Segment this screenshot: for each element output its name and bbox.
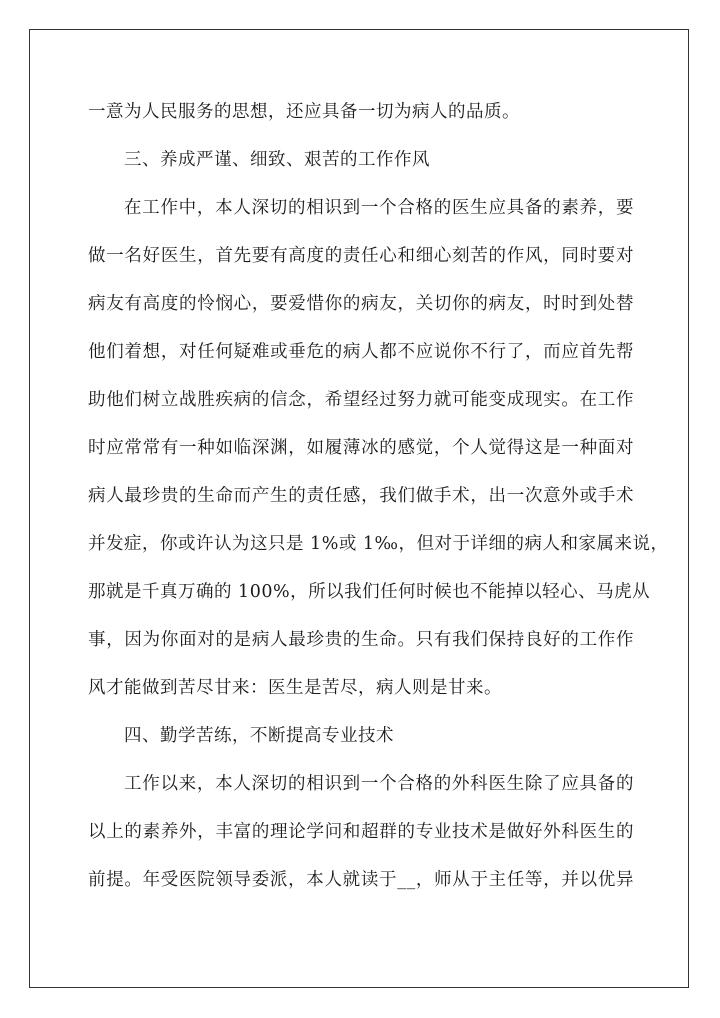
paragraph-line: 风才能做到苦尽甘来：医生是苦尽，病人则是甘来。 xyxy=(88,678,502,698)
paragraph-line: 做一名好医生，首先要有高度的责任心和细心刻苦的作风，同时要对 xyxy=(88,246,634,266)
paragraph-line: 以上的素养外，丰富的理论学问和超群的专业技术是做好外科医生的 xyxy=(88,822,634,842)
section-heading-4: 四、勤学苦练，不断提高专业技术 xyxy=(124,726,394,746)
paragraph-line: 病人最珍贵的生命而产生的责任感，我们做手术，出一次意外或手术 xyxy=(88,486,634,506)
paragraph-line: 前提。年受医院领导委派，本人就读于__，师从于主任等，并以优异 xyxy=(88,870,634,890)
section-heading-3: 三、养成严谨、细致、艰苦的工作作风 xyxy=(124,150,430,170)
document-body xyxy=(88,88,669,904)
paragraph-line: 事，因为你面对的是病人最珍贵的生命。只有我们保持良好的工作作 xyxy=(88,630,634,650)
paragraph-line: 病友有高度的怜悯心，要爱惜你的病友，关切你的病友，时时到处替 xyxy=(88,294,634,314)
paragraph-line: 并发症，你或许认为这只是 1%或 1‰，但对于详细的病人和家属来说， xyxy=(88,534,669,554)
paragraph-line: 时应常常有一种如临深渊，如履薄冰的感觉，个人觉得这是一种面对 xyxy=(88,438,634,458)
paragraph-line: 助他们树立战胜疾病的信念，希望经过努力就可能变成现实。在工作 xyxy=(88,390,634,410)
paragraph-line: 那就是千真万确的 100%，所以我们任何时候也不能掉以轻心、马虎从 xyxy=(88,582,651,602)
paragraph-line: 他们着想，对任何疑难或垂危的病人都不应说你不行了，而应首先帮 xyxy=(88,342,634,362)
paragraph-line: 在工作中，本人深切的相识到一个合格的医生应具备的素养，要 xyxy=(124,198,634,218)
paragraph-line: 工作以来，本人深切的相识到一个合格的外科医生除了应具备的 xyxy=(124,774,634,794)
paragraph-line: 一意为人民服务的思想，还应具备一切为病人的品质。 xyxy=(88,102,520,122)
